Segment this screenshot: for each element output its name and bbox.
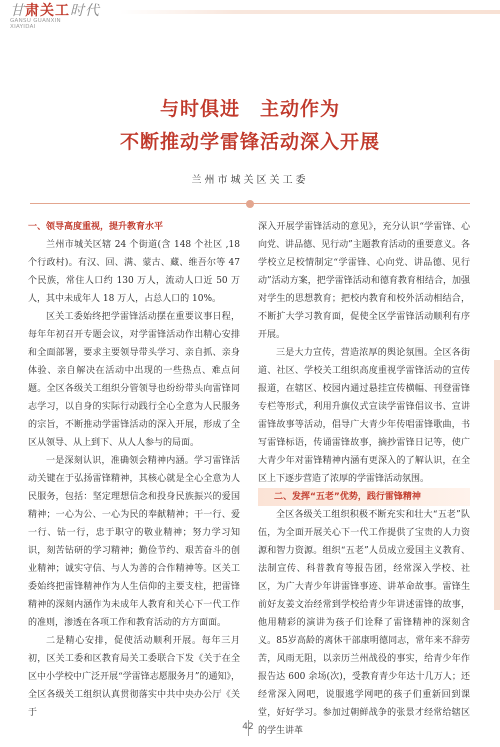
masthead-title [10,4,130,18]
section-heading-2: 二、发挥“五老”优势，践行雷锋精神 [258,488,470,506]
masthead-subtitle-1: GANSU GUANXIN [10,18,61,24]
right-column [258,218,470,740]
page-number: 42 [242,722,254,732]
divider-dot [246,200,254,208]
paragraph: 一是深刻认识，准确领会精神内涵。学习雷锋活动关键在于弘扬雷锋精神，其核心就是全心全意为人民服务，包括：坚定理想信念和投身民族振兴的爱国精神；一心为公、一心为民的奉献精神；干一行、爱一行、钻一行，忠于职守的敬业精神；努力学习知识，刻苦钻研的学习精神；勤俭节约、艰苦奋斗的创业精神；诚实守信、与人为善的合作精神等。区关工委始终把雷锋精神作为人生信仰的主要支柱，把雷锋精神的深刻内涵作为未成年人教育和关心下一代工作的准则，渗透在各项工作和教育活动的方方面面。 [28,456,240,628]
masthead-subtitle-2: XIAYIDAI [10,24,36,30]
paragraph: 深入开展学雷锋活动的意见》，充分认识“学雷锋、心向党、讲品德、见行动”主题教育活动的重要意义。各学校立足校情制定“学雷锋、心向党、讲品德、见行动”活动方案，把学雷锋活动和德育教育相结合，加强对学生的思想教育；把校内教育和校外活动相结合，不断扩大学习教育面，促使全区学雷锋活动顺利有序开展。 [258,222,470,340]
paragraph: 二是精心安排，促使活动顺利开展。每年三月初，区关工委和区教育局关工委联合下发《关于在全区中小学校中广泛开展“学雷锋志愿服务月”的通知》，全区各级关工组织认真贯彻落实中共中央办公厅《关于 [28,636,240,718]
masthead-title-accent: 肃关工 [25,3,70,19]
article-title-line-1: 与时俱进 主动作为 [159,98,340,120]
article-title-line-2: 不断推动学雷锋活动深入开展 [119,131,380,153]
header-decor-band [120,10,500,14]
section-heading-1: 一、领导高度重视，提升教育水平 [28,222,164,232]
masthead [10,4,130,30]
paragraph: 全区各级关工组织积极不断充实和壮大“五老”队伍，为全面开展关心下一代工作提供了宝贵的人力资源和智力资源。组织“五老”人员成立爱国主义教育、法制宣传、科普教育等报告团，经常深入学校、社区，为广大青少年讲雷锋事迹、讲革命故事。雷锋生前好友姜文治经常到学校给青少年讲述雷锋的故事，他用精彩的演讲为孩子们诠释了雷锋精神的深刻含义。85岁高龄的离休干部康明德同志，常年来不辞劳苦，风雨无阻，以亲历兰州战役的事实，给青少年作报告达 600 余场(次)，受教育青少年达十几万人；还经常深入网吧，说服逃学网吧的孩子们重新回到课堂，好好学习。参加过朝鲜战争的张景才经常给辖区的学生讲革 [258,510,470,736]
paragraph: 区关工委始终把学雷锋活动摆在重要议事日程，每年年初召开专题会议，对学雷锋活动作出精心安排和全面部署，要求主要领导带头学习、亲自抓、亲身体验、亲自解决在活动中出现的一些热点、难点问题。全区各级关工组织分管领导也纷纷带头向雷锋同志学习，以自身的实际行动践行全心全意为人民服务的宗旨，不断推动学雷锋活动的深入开展，形成了全区从领导、从上到下、从人人参与的局面。 [28,312,240,448]
left-column [28,218,240,722]
paragraph: 三是大力宣传，营造浓厚的舆论氛围。全区各街道、社区、学校关工组织高度重视学雷锋活动的宣传报道，在辖区、校园内通过悬挂宣传横幅、刊登雷锋专栏等形式，利用升旗仪式宣读学雷锋倡议书、宣讲雷锋故事等活动，倡导广大青少年传唱雷锋歌曲，书写雷锋标语，传诵雷锋故事，摘抄雷锋日记等，使广大青少年对雷锋精神内涵有更深入的了解认识，在全区上下逐步营造了浓厚的学雷锋活动氛围。 [258,348,470,484]
paragraph: 兰州市城关区辖 24 个街道(含 148 个社区 ,18 个行政村)。有汉、回、满、蒙古、藏、维吾尔等 47 个民族，常住人口约 130 万人，流动人口近 50 万人，其中未成年人 18 万人，占总人口的 10%。 [28,240,240,304]
masthead-title-part: 时代 [70,3,100,19]
side-decor-bar [494,360,500,610]
title-divider [30,200,470,208]
article-author: 兰州市城关区关工委 [191,175,309,186]
masthead-title-part: 甘 [10,3,25,19]
